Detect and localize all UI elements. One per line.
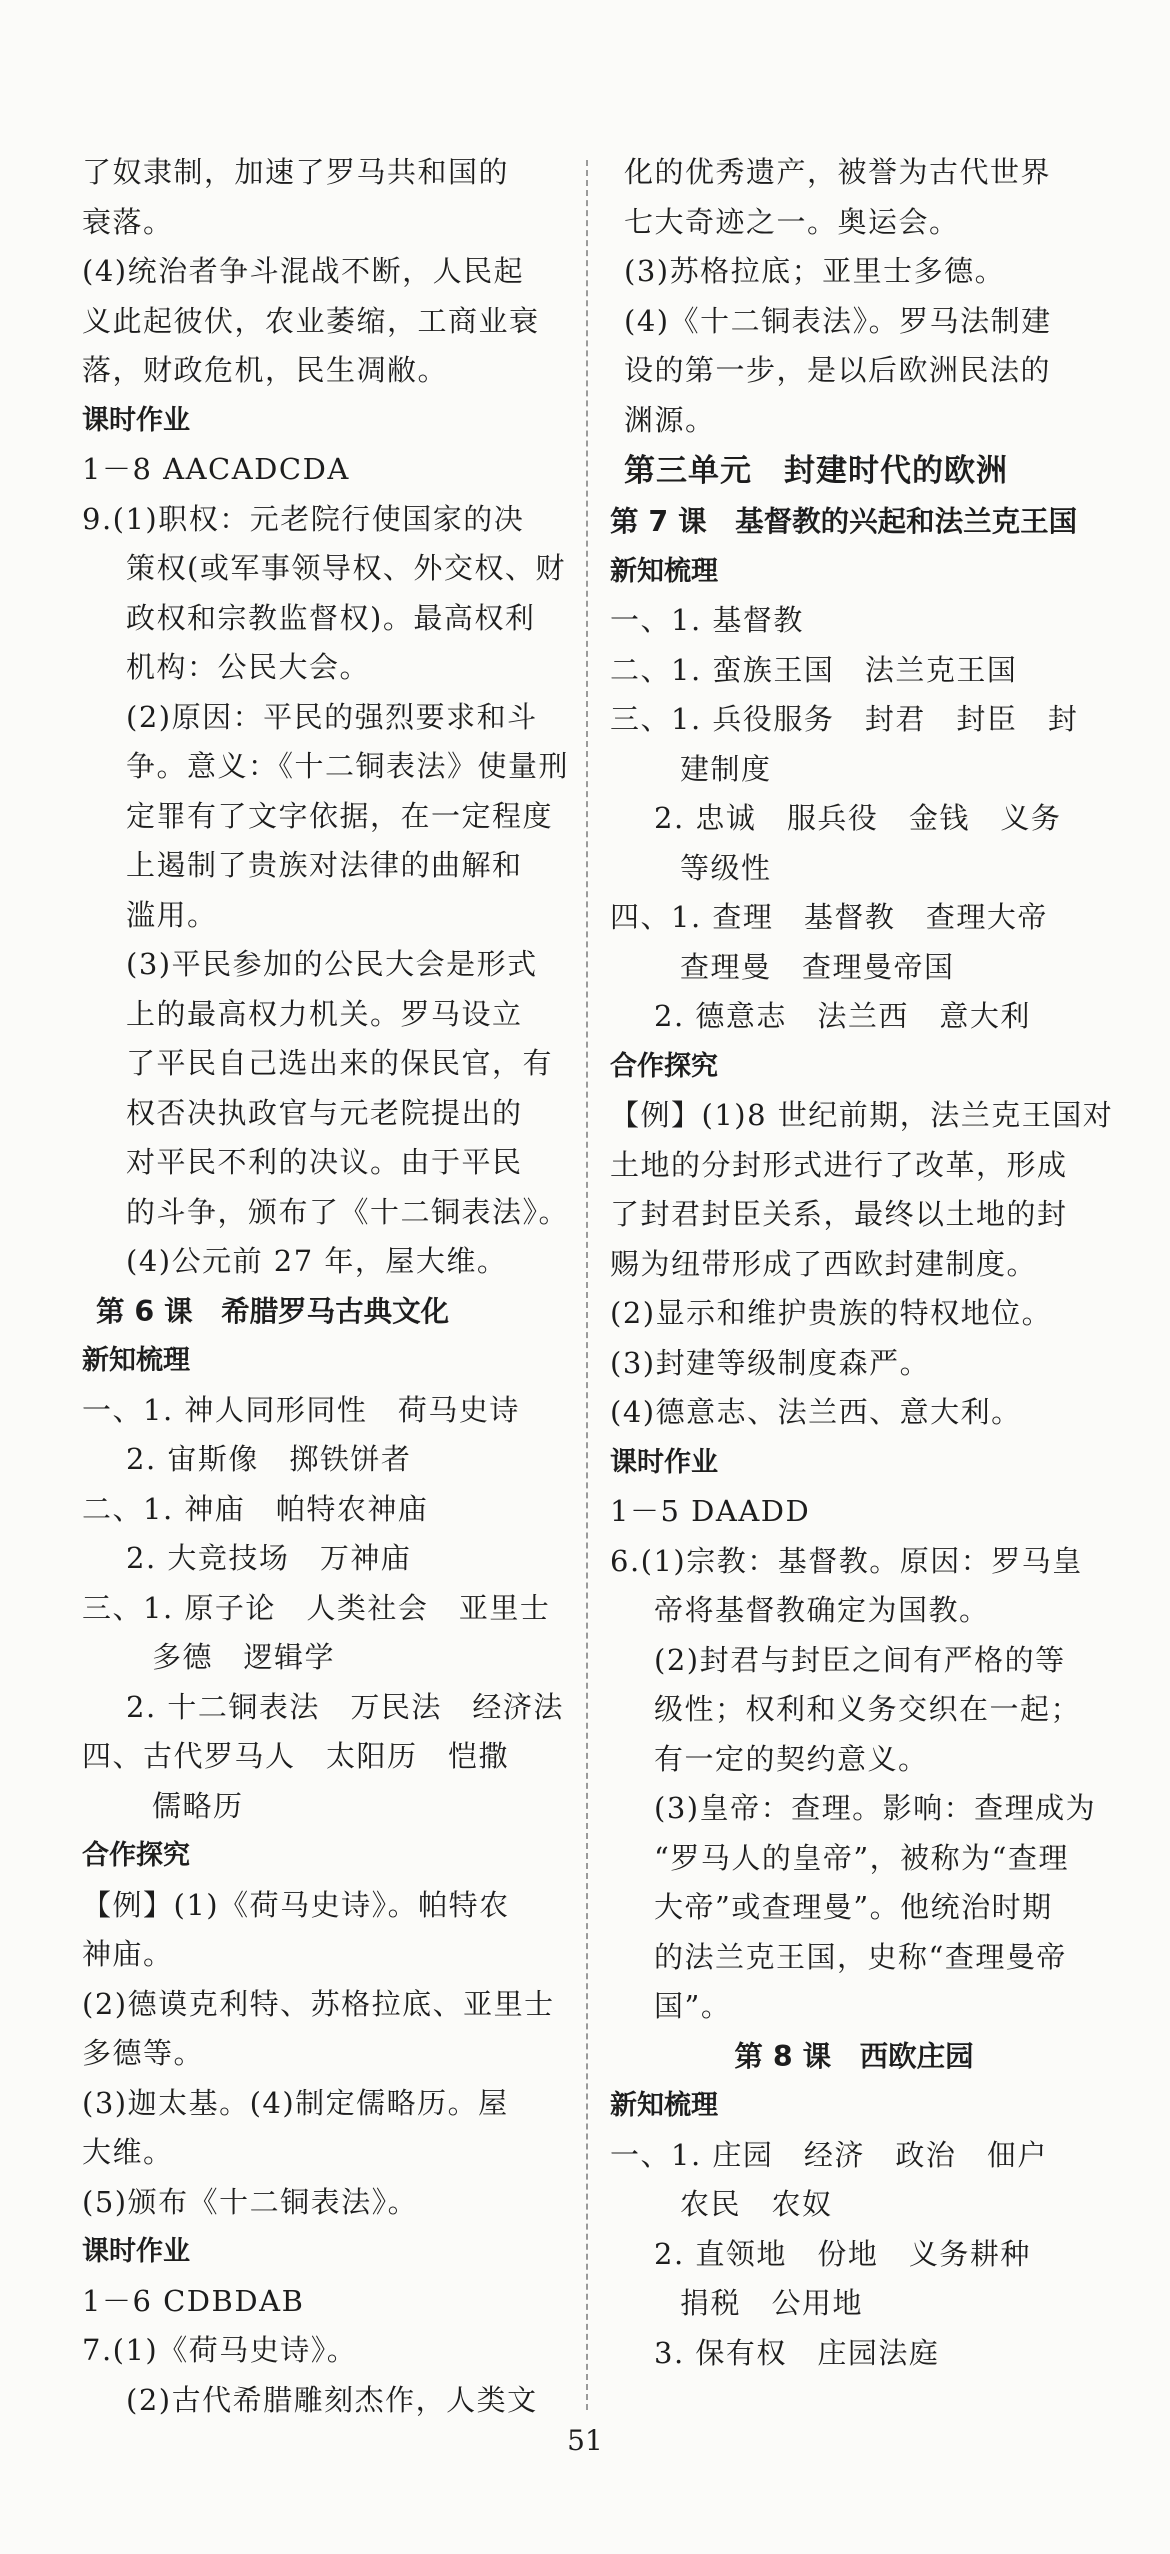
text-line: 落，财政危机，民生凋敝。 <box>82 353 449 387</box>
text-line: 2. 大竞技场 万神庙 <box>126 1541 412 1575</box>
text-line: 政权和宗教监督权)。最高权利 <box>126 600 536 635</box>
text-line: 2. 宙斯像 掷铁饼者 <box>126 1442 412 1476</box>
section-heading: 新知梳理 <box>610 555 718 587</box>
section-heading: 合作探究 <box>82 1840 190 1871</box>
text-line: 了奴隶制，加速了罗马共和国的 <box>82 155 510 189</box>
text-line: 等级性 <box>680 850 772 885</box>
section-heading: 新知梳理 <box>82 1345 190 1376</box>
text-line: 定罪有了文字依据，在一定程度 <box>126 798 554 833</box>
text-line: (3)平民参加的公民大会是形式 <box>126 947 538 981</box>
text-line: 捐税 公用地 <box>680 2286 864 2320</box>
text-line: (4)公元前 27 年，屋大维。 <box>126 1244 508 1278</box>
text-line: 了封君封臣关系，最终以土地的封 <box>610 1197 1068 1231</box>
text-line: (4)统治者争斗混战不断，人民起 <box>82 254 525 288</box>
text-line: 赐为纽带形成了西欧封建制度。 <box>610 1246 1038 1281</box>
text-line: 四、1. 查理 基督教 查理大帝 <box>610 900 1048 934</box>
text-line: 渊源。 <box>624 402 716 437</box>
text-line: (2)古代希腊雕刻杰作，人类文 <box>126 2382 538 2417</box>
text-line: 多德等。 <box>82 2036 205 2070</box>
text-line: 土地的分封形式进行了改革，形成 <box>610 1147 1068 1182</box>
section-heading: 课时作业 <box>82 2236 190 2267</box>
text-line: 儒略历 <box>152 1788 244 1823</box>
text-line: 上的最高权力机关。罗马设立 <box>126 996 523 1031</box>
text-line: (3)皇帝：查理。影响：查理成为 <box>654 1791 1097 1825</box>
text-line: 二、1. 神庙 帕特农神庙 <box>82 1491 429 1526</box>
text-line: (3)封建等级制度森严。 <box>610 1345 931 1380</box>
text-line: (5)颁布《十二铜表法》。 <box>82 2184 419 2219</box>
text-line: 3. 保有权 庄园法庭 <box>654 2335 940 2370</box>
text-line: 查理曼 查理曼帝国 <box>680 949 955 984</box>
text-line: 建制度 <box>680 751 772 786</box>
text-line: 2. 忠诚 服兵役 金钱 义务 <box>654 801 1062 835</box>
text-line: 神庙。 <box>82 1937 174 1971</box>
lesson-title: 第 6 课 希腊罗马古典文化 <box>96 1294 450 1328</box>
text-line: 一、1. 庄园 经济 政治 佃户 <box>610 2137 1048 2172</box>
text-line: 权否决执政官与元老院提出的 <box>126 1095 523 1130</box>
text-line: 的法兰克王国，史称“查理曼帝 <box>654 1939 1067 1974</box>
text-line: 三、1. 原子论 人类社会 亚里士 <box>82 1590 551 1625</box>
page-number: 51 <box>567 2424 603 2457</box>
text-line: 1－6 CDBDAB <box>82 2283 305 2318</box>
text-line: (4)《十二铜表法》。罗马法制建 <box>624 303 1052 338</box>
text-line: 三、1. 兵役服务 封君 封臣 封 <box>610 702 1079 736</box>
unit-title: 第三单元 封建时代的欧洲 <box>624 453 1008 489</box>
text-line: 【例】(1)8 世纪前期，法兰克王国对 <box>610 1098 1114 1132</box>
text-line: 的斗争，颁布了《十二铜表法》。 <box>126 1194 570 1229</box>
section-heading: 新知梳理 <box>610 2090 718 2121</box>
text-line: 大维。 <box>82 2135 174 2169</box>
text-line: 帝将基督教确定为国教。 <box>654 1593 990 1627</box>
text-line: 大帝”或查理曼”。他统治时期 <box>654 1890 1053 1924</box>
text-line: 级性；权利和义务交织在一起； <box>654 1692 1082 1726</box>
text-line: 【例】(1)《荷马史诗》。帕特农 <box>82 1887 510 1922</box>
text-line: (3)苏格拉底；亚里士多德。 <box>624 254 1006 288</box>
section-heading: 课时作业 <box>610 1446 718 1478</box>
text-line: (3)迦太基。(4)制定儒略历。屋 <box>82 2085 509 2120</box>
text-line: 机构：公民大会。 <box>126 650 371 684</box>
section-heading: 合作探究 <box>610 1050 718 1082</box>
text-line: 1－5 DAADD <box>610 1494 811 1528</box>
lesson-title: 第 8 课 西欧庄园 <box>734 2039 974 2073</box>
text-line: 义此起彼伏，农业萎缩，工商业衰 <box>82 303 540 338</box>
text-line: 衰落。 <box>82 204 174 239</box>
text-line: 了平民自己选出来的保民官，有 <box>126 1046 554 1080</box>
text-line: (2)德谟克利特、苏格拉底、亚里士 <box>82 1986 555 2021</box>
lesson-title: 第 7 课 基督教的兴起和法兰克王国 <box>610 505 1078 538</box>
text-line: 对平民不利的决议。由于平民 <box>126 1145 523 1179</box>
right-column <box>610 148 1114 2378</box>
text-line: (2)显示和维护贵族的特权地位。 <box>610 1296 1053 1330</box>
text-line: 国”。 <box>654 1989 732 2023</box>
text-line: 策权(或军事领导权、外交权、财 <box>126 551 566 585</box>
left-column <box>82 148 570 2425</box>
text-line: (2)封君与封臣之间有严格的等 <box>654 1642 1066 1677</box>
text-line: 9.(1)职权：元老院行使国家的决 <box>82 501 525 536</box>
text-line: 有一定的契约意义。 <box>654 1741 929 1776</box>
text-line: (4)德意志、法兰西、意大利。 <box>610 1395 1022 1429</box>
text-line: 化的优秀遗产，被誉为古代世界 <box>624 155 1052 189</box>
text-line: “罗马人的皇帝”，被称为“查理 <box>654 1840 1069 1875</box>
text-line: 一、1. 神人同形同性 荷马史诗 <box>82 1392 520 1427</box>
section-heading: 课时作业 <box>82 404 190 436</box>
text-line: 七大奇迹之一。奥运会。 <box>624 204 960 239</box>
text-line: 四、古代罗马人 太阳历 恺撒 <box>82 1739 510 1773</box>
text-line: 2. 德意志 法兰西 意大利 <box>654 999 1031 1033</box>
text-line: 设的第一步，是以后欧洲民法的 <box>624 353 1052 387</box>
text-line: 多德 逻辑学 <box>152 1640 336 1674</box>
text-line: 农民 农奴 <box>680 2187 833 2221</box>
text-line: 1－8 AACADCDA <box>82 452 350 486</box>
text-line: 2. 十二铜表法 万民法 经济法 <box>126 1689 564 1724</box>
text-line: 二、1. 蛮族王国 法兰克王国 <box>610 652 1018 687</box>
text-line: 上遏制了贵族对法律的曲解和 <box>126 848 523 882</box>
text-line: 2. 直领地 份地 义务耕种 <box>654 2236 1031 2271</box>
text-line: (2)原因：平民的强烈要求和斗 <box>126 699 538 734</box>
text-line: 滥用。 <box>126 897 218 932</box>
text-line: 7.(1)《荷马史诗》。 <box>82 2333 358 2367</box>
column-divider <box>586 160 588 2410</box>
text-line: 一、1. 基督教 <box>610 603 804 637</box>
text-line: 争。意义：《十二铜表法》使量刑 <box>126 749 570 783</box>
text-line: 6.(1)宗教：基督教。原因：罗马皇 <box>610 1543 1083 1578</box>
